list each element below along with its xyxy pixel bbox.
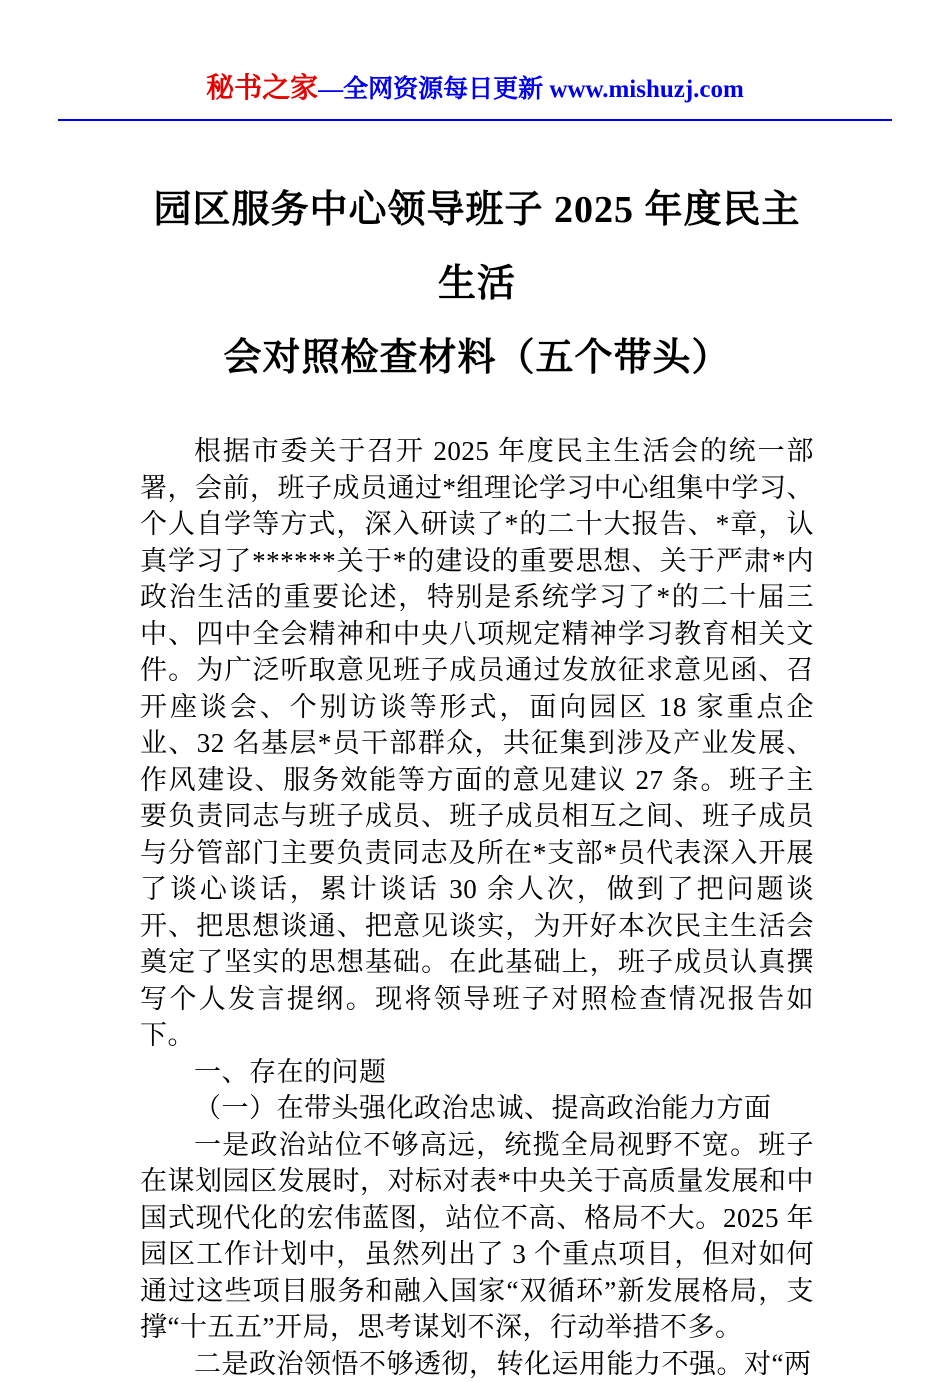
document-title-line1: 园区服务中心领导班子 2025 年度民主生活 bbox=[153, 189, 800, 305]
paragraph-introduction: 根据市委关于召开 2025 年度民主生活会的统一部署，会前，班子成员通过*组理论学习中心组集中学习、个人自学等方式，深入研读了*的二十大报告、*章，认真学习了******关于*的建设的重要思想、关于严肃*内政治生活的重要论述，特别是系统学习了*的二十届三中、四中全会精神和中央八项规定精神学习教育相关文件。为广泛听取意见班子成员通过发放征求意见函、召开座谈会、个别访谈等形式，面向园区 18 家重点企业、32 名基层*员干部群众，共征集到涉及产业发展、作风建设、服务效能等方面的意见建议 27 条。班子主要负责同志与班子成员、班子成员相互之间、班子成员与分管部门主要负责同志及所在*支部*员代表深入开展了谈心谈话，累计谈话 30 余人次，做到了把问题谈开、把思想谈通、把意见谈实，为开好本次民主生活会奠定了坚实的思想基础。在此基础上，班子成员认真撰写个人发言提纲。现将领导班子对照检查情况报告如下。 bbox=[140, 433, 814, 1054]
heading-section-one: 一、存在的问题 bbox=[140, 1054, 814, 1091]
paragraph-point-one: 一是政治站位不够高远，统揽全局视野不宽。班子在谋划园区发展时，对标对表*中央关于高质量发展和中国式现代化的宏伟蓝图，站位不高、格局不大。2025 年园区工作计划中，虽然列出了 3 个重点项目，但对如何通过这些项目服务和融入国家“双循环”新发展格局，支撑“十五五”开局，思考谋划不深，行动举措不多。 bbox=[140, 1127, 814, 1346]
document-title-line2: 会对照检查材料（五个带头） bbox=[223, 337, 730, 379]
site-tagline: —全网资源每日更新 bbox=[318, 76, 543, 103]
site-header bbox=[58, 72, 892, 121]
document-body bbox=[140, 433, 814, 1382]
document-content bbox=[58, 173, 892, 1382]
site-brand: 秘书之家 bbox=[206, 73, 318, 104]
paragraph-point-two-truncated: 二是政治领悟不够透彻，转化运用能力不强。对“两 bbox=[140, 1346, 814, 1382]
site-url-link[interactable]: www.mishuzj.com bbox=[549, 76, 743, 103]
document-title bbox=[140, 173, 814, 395]
heading-subsection-one: （一）在带头强化政治忠诚、提高政治能力方面 bbox=[140, 1090, 814, 1127]
